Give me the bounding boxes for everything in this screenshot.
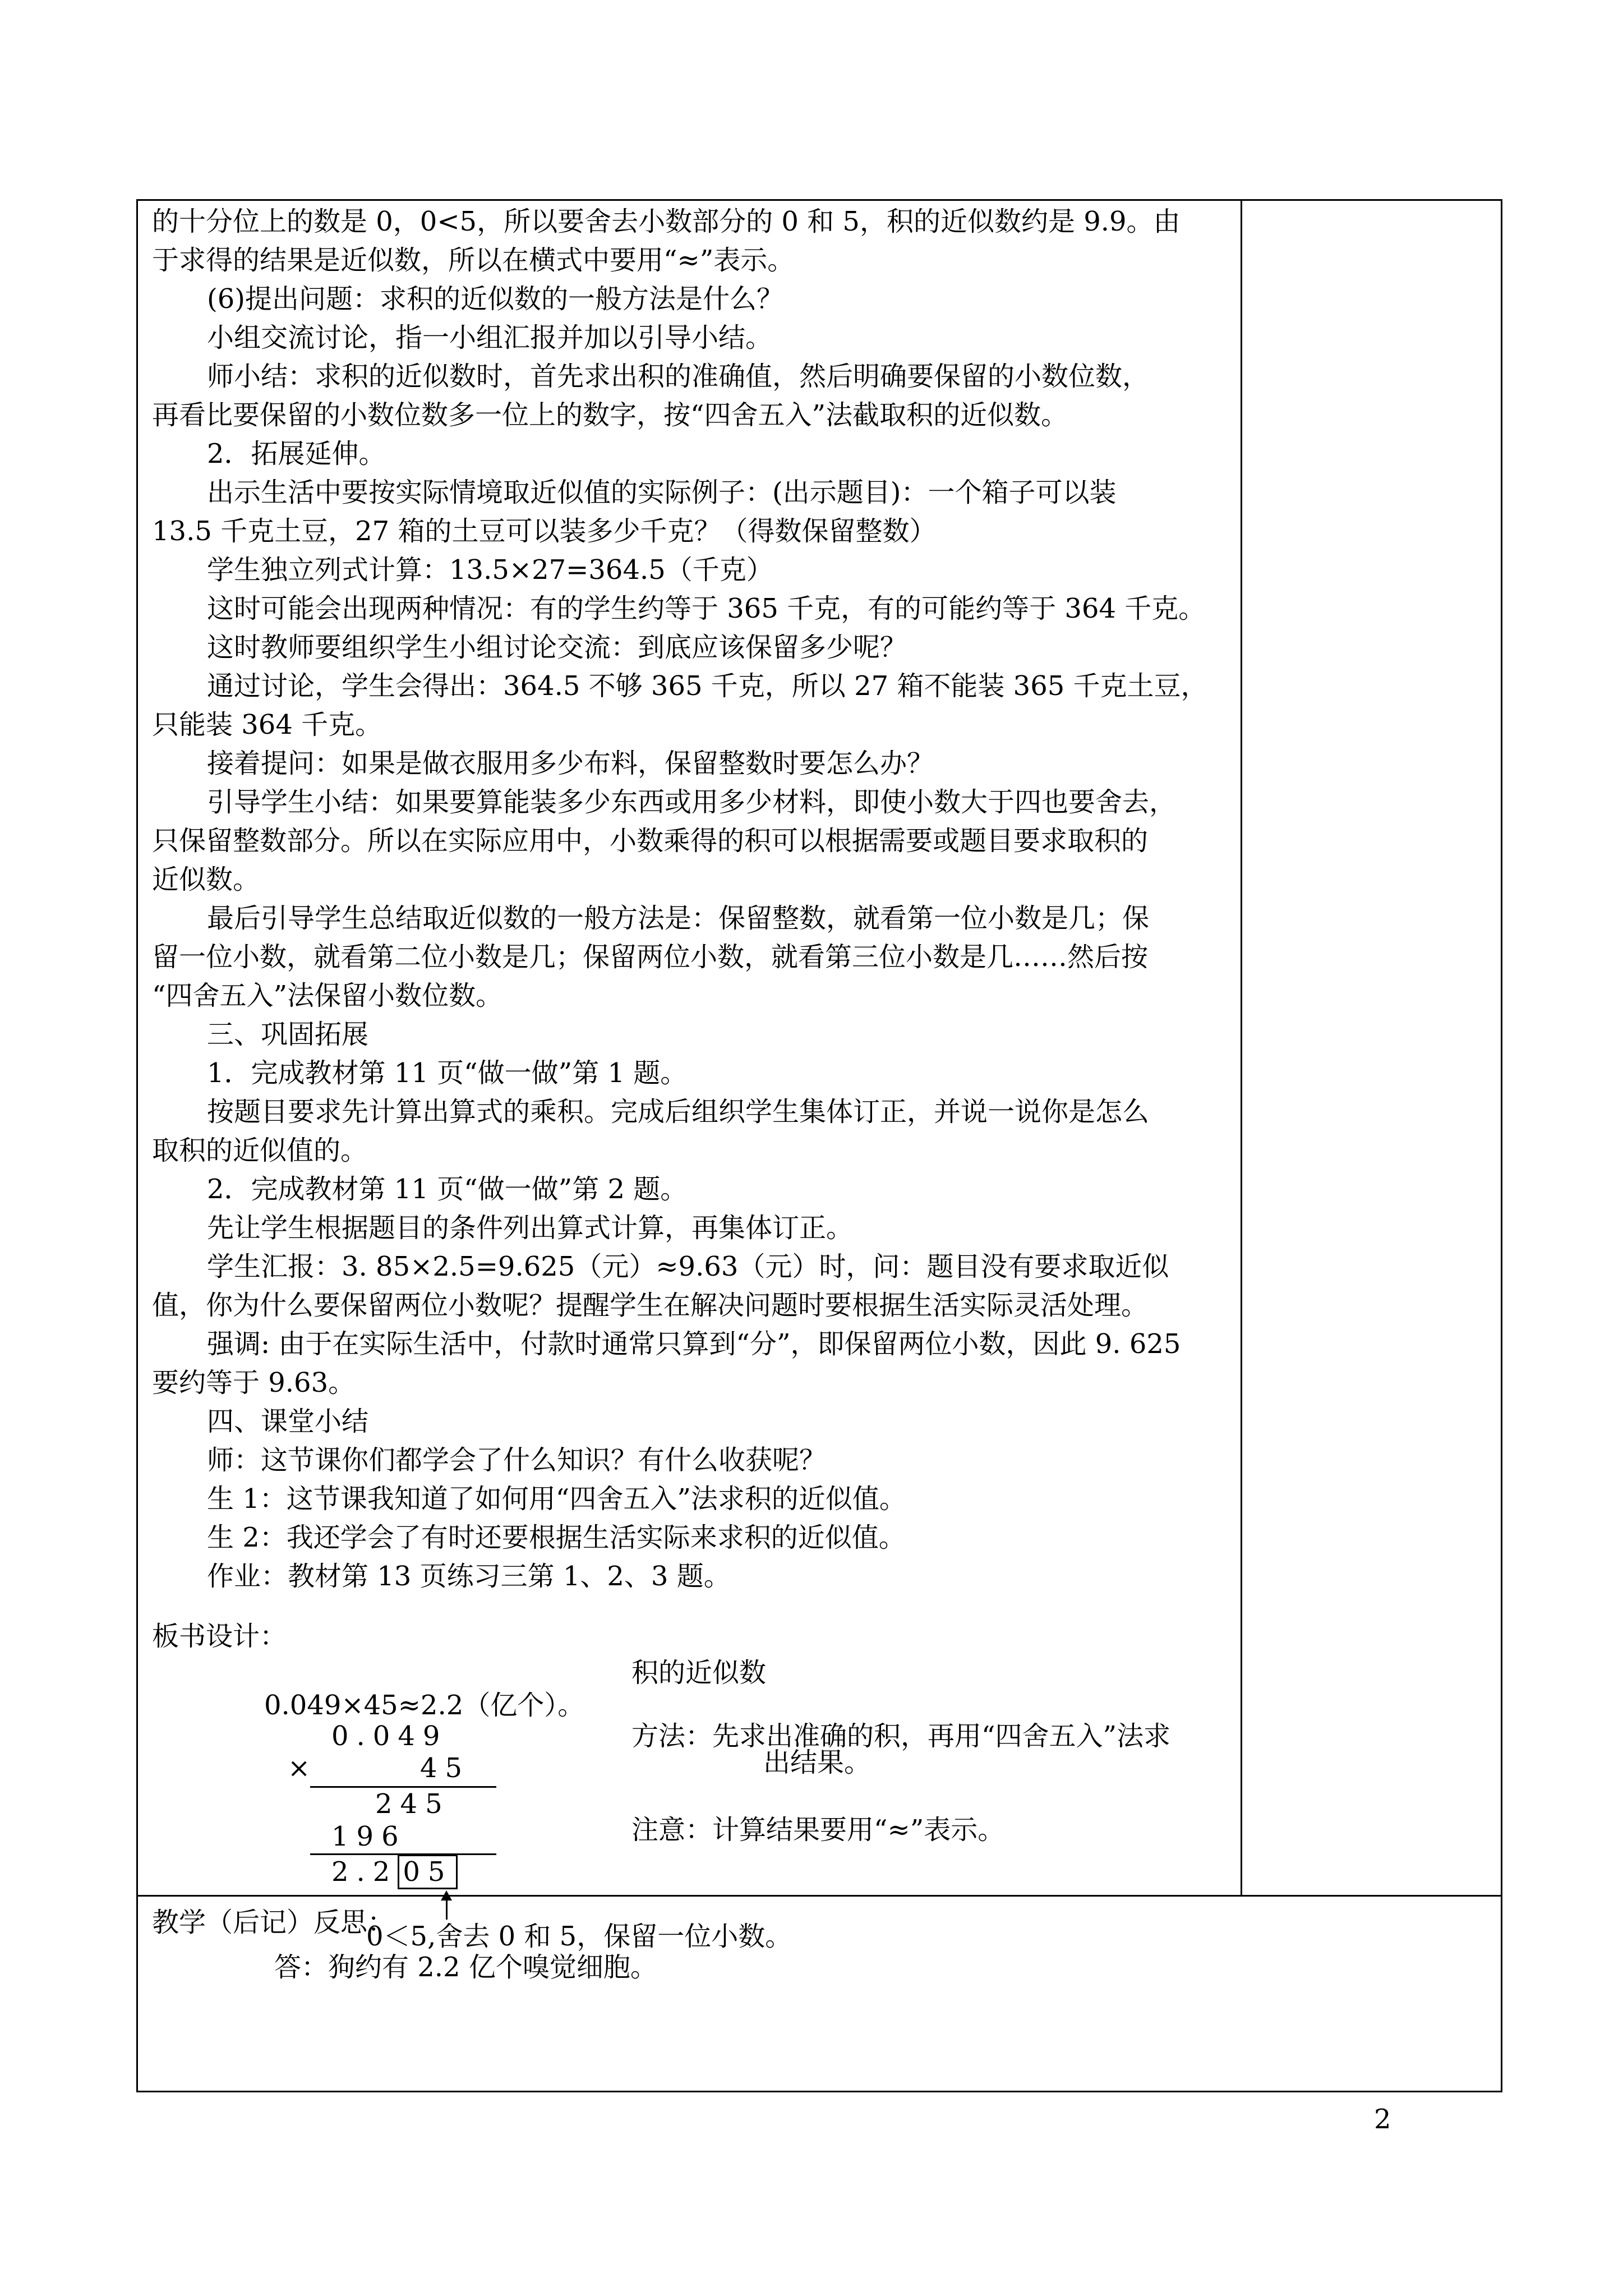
text-line: 2．拓展延伸。 [207,438,386,470]
calc-multiplicand: 0.049 [331,1720,448,1752]
calc-product [331,1855,458,1889]
text-line: “四舍五入”法保留小数位数。 [152,980,503,1011]
text-line: 师小结：求积的近似数时，首先求出积的准确值，然后明确要保留的小数位数， [207,361,1150,392]
text-line: 作业：教材第 13 页练习三第 1、2、3 题。 [207,1561,731,1592]
calc-times-sign: × [288,1752,319,1784]
board-answer: 答：狗约有 2.2 亿个嗅觉细胞。 [274,1952,657,1983]
text-line: 通过讨论，学生会得出：364.5 不够 365 千克，所以 27 箱不能装 365 千克土豆， [207,670,1208,702]
reflection-label: 教学（后记）反思： [152,1907,395,1938]
board-design-label: 板书设计： [152,1621,287,1652]
page-number: 2 [1374,2104,1391,2135]
text-line: 学生独立列式计算：13.5×27=364.5（千克） [207,554,773,586]
column-divider [1241,201,1242,1895]
text-line: 只保留整数部分。所以在实际应用中，小数乘得的积可以根据需要或题目要求取积的 [152,825,1149,857]
text-line: 出示生活中要按实际情境取近似值的实际例子：(出示题目)：一个箱子可以装 [207,477,1117,508]
text-line: 于求得的结果是近似数，所以在横式中要用“≈”表示。 [152,245,795,276]
text-line: 留一位小数，就看第二位小数是几；保留两位小数，就看第三位小数是几……然后按 [152,941,1149,973]
text-line: 近似数。 [152,864,260,895]
text-line: 1．完成教材第 11 页“做一做”第 1 题。 [207,1057,688,1089]
board-title: 积的近似数 [631,1657,767,1688]
calc-partial-2: 196 [331,1821,407,1852]
text-line: 13.5 千克土豆，27 箱的土豆可以装多少千克？（得数保留整数） [152,516,937,547]
calc-product-kept: 2.2 [331,1856,398,1888]
board-note: 注意：计算结果要用“≈”表示。 [631,1814,1005,1846]
text-line: 按题目要求先计算出算式的乘积。完成后组织学生集体订正，并说一说你是怎么 [207,1096,1150,1128]
text-line: (6)提出问题：求积的近似数的一般方法是什么？ [207,283,783,315]
lesson-content [152,203,1226,1983]
lesson-table [136,199,1502,2092]
text-line: 最后引导学生总结取近似数的一般方法是：保留整数，就看第一位小数是几；保 [207,903,1150,934]
arrow-shaft [446,1899,448,1920]
calc-multiplier: 45 [420,1752,471,1784]
text-line: 这时可能会出现两种情况：有的学生约等于 365 千克，有的可能约等于 364 千克。 [207,593,1206,624]
board-method-cont: 出结果。 [763,1747,872,1778]
text-line: 生 1：这节课我知道了如何用“四舍五入”法求积的近似值。 [207,1483,906,1515]
text-line: 这时教师要组织学生小组讨论交流：到底应该保留多少呢？ [207,632,907,663]
rounding-reason: 0＜5,舍去 0 和 5，保留一位小数。 [366,1921,792,1952]
calc-product-dropped-digits: 05 [398,1855,458,1889]
text-line: 小组交流讨论，指一小组汇报并加以引导小结。 [207,322,773,353]
text-line: 的十分位上的数是 0，0<5，所以要舍去小数部分的 0 和 5，积的近似数约是 9.9。由 [152,206,1181,237]
board-method: 方法：先求出准确的积，再用“四舍五入”法求 [631,1720,1171,1752]
text-line: 值，你为什么要保留两位小数呢？提醒学生在解决问题时要根据生活实际灵活处理。 [152,1290,1149,1321]
text-line: 先让学生根据题目的条件列出算式计算，再集体订正。 [207,1212,854,1244]
text-line: 强调: 由于在实际生活中，付款时通常只算到“分”，即保留两位小数，因此 9. 625 [207,1328,1181,1360]
text-line: 生 2：我还学会了有时还要根据生活实际来求积的近似值。 [207,1522,906,1553]
board-equation: 0.049×45≈2.2（亿个）。 [264,1690,585,1721]
text-line: 师：这节课你们都学会了什么知识？有什么收获呢？ [207,1444,827,1476]
text-line: 引导学生小结：如果要算能装多少东西或用多少材料，即使小数大于四也要舍去， [207,786,1177,818]
text-line: 要约等于 9.63。 [152,1367,356,1398]
text-line: 再看比要保留的小数位数多一位上的数字，按“四舍五入”法截取积的近似数。 [152,399,1068,431]
section-heading: 四、课堂小结 [207,1406,369,1437]
text-line: 学生汇报：3. 85×2.5=9.625（元）≈9.63（元）时，问：题目没有要求取近似 [207,1251,1169,1282]
section-heading: 三、巩固拓展 [207,1019,369,1050]
text-line: 接着提问：如果是做衣服用多少布料，保留整数时要怎么办？ [207,748,934,779]
text-line: 取积的近似值的。 [152,1135,368,1166]
text-line: 只能装 364 千克。 [152,709,382,740]
text-line: 2．完成教材第 11 页“做一做”第 2 题。 [207,1174,688,1205]
calc-partial-1: 245 [375,1788,450,1820]
